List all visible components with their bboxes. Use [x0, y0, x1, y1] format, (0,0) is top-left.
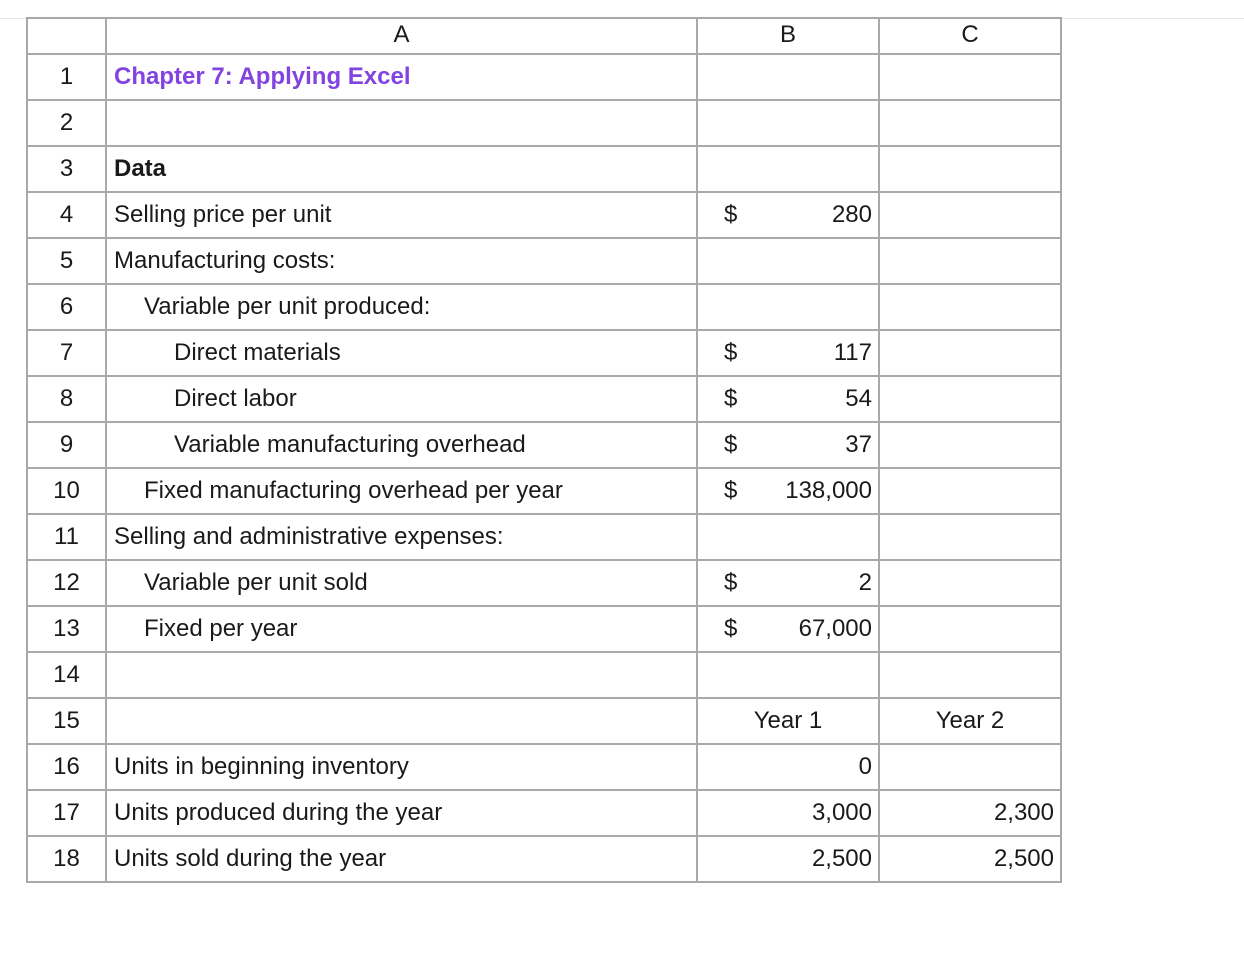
row-header[interactable]: 17 [27, 790, 106, 836]
year2-header-cell[interactable]: Year 2 [879, 698, 1061, 744]
table-row [27, 422, 1061, 468]
row-header[interactable]: 16 [27, 744, 106, 790]
row-header[interactable]: 1 [27, 54, 106, 100]
currency-cell[interactable] [697, 422, 879, 468]
amount-value: 2 [858, 569, 872, 596]
row-header[interactable]: 3 [27, 146, 106, 192]
cell-b[interactable] [697, 146, 879, 192]
cell-b[interactable] [697, 514, 879, 560]
cell-c[interactable] [879, 468, 1061, 514]
table-row [27, 606, 1061, 652]
label-cell[interactable]: Fixed per year [106, 606, 697, 652]
table-row [27, 376, 1061, 422]
row-header[interactable]: 9 [27, 422, 106, 468]
currency-cell[interactable] [697, 468, 879, 514]
label-cell[interactable]: Units produced during the year [106, 790, 697, 836]
table-row [27, 560, 1061, 606]
cell-c[interactable] [879, 376, 1061, 422]
cell-c[interactable] [879, 514, 1061, 560]
cell-c[interactable] [879, 192, 1061, 238]
row-header[interactable]: 4 [27, 192, 106, 238]
year2-value-cell[interactable]: 2,300 [879, 790, 1061, 836]
amount-value: 138,000 [785, 477, 872, 504]
column-header-c[interactable]: C [879, 18, 1061, 54]
cell-b[interactable] [697, 100, 879, 146]
row-header[interactable]: 7 [27, 330, 106, 376]
table-row [27, 100, 1061, 146]
table-row [27, 836, 1061, 882]
column-header-row [27, 18, 1061, 54]
label-cell[interactable]: Variable per unit produced: [106, 284, 697, 330]
label-cell[interactable]: Variable per unit sold [106, 560, 697, 606]
table-row [27, 146, 1061, 192]
currency-symbol: $ [724, 385, 738, 412]
row-header[interactable]: 6 [27, 284, 106, 330]
column-header-a[interactable]: A [106, 18, 697, 54]
currency-symbol: $ [724, 569, 738, 596]
cell-c[interactable] [879, 606, 1061, 652]
cell-a[interactable] [106, 698, 697, 744]
currency-cell[interactable] [697, 192, 879, 238]
amount-value: 117 [833, 339, 872, 366]
cell-c[interactable] [879, 652, 1061, 698]
row-header[interactable]: 10 [27, 468, 106, 514]
cell-a[interactable] [106, 652, 697, 698]
spreadsheet-grid [26, 17, 1062, 883]
row-header[interactable]: 2 [27, 100, 106, 146]
label-cell[interactable]: Units in beginning inventory [106, 744, 697, 790]
cell-b[interactable] [697, 652, 879, 698]
cell-b[interactable] [697, 284, 879, 330]
table-row [27, 330, 1061, 376]
amount-value: 54 [845, 385, 872, 412]
currency-cell[interactable] [697, 560, 879, 606]
label-cell[interactable]: Selling and administrative expenses: [106, 514, 697, 560]
cell-c[interactable] [879, 330, 1061, 376]
cell-a[interactable] [106, 100, 697, 146]
label-cell[interactable]: Direct labor [106, 376, 697, 422]
cell-b[interactable] [697, 238, 879, 284]
cell-c[interactable] [879, 100, 1061, 146]
cell-c[interactable] [879, 422, 1061, 468]
year2-value-cell[interactable]: 2,500 [879, 836, 1061, 882]
year1-value-cell[interactable]: 0 [697, 744, 879, 790]
amount-value: 37 [845, 431, 872, 458]
cell-c[interactable] [879, 284, 1061, 330]
currency-symbol: $ [724, 339, 738, 366]
label-cell[interactable]: Fixed manufacturing overhead per year [106, 468, 697, 514]
row-header[interactable]: 8 [27, 376, 106, 422]
table-row [27, 284, 1061, 330]
cell-b[interactable] [697, 54, 879, 100]
table-row [27, 514, 1061, 560]
amount-value: 67,000 [798, 615, 872, 642]
currency-symbol: $ [724, 477, 738, 504]
table-row [27, 468, 1061, 514]
corner-cell[interactable] [27, 18, 106, 54]
currency-symbol: $ [724, 201, 738, 228]
row-header[interactable]: 18 [27, 836, 106, 882]
column-header-b[interactable]: B [697, 18, 879, 54]
currency-cell[interactable] [697, 376, 879, 422]
row-header[interactable]: 13 [27, 606, 106, 652]
cell-c[interactable] [879, 560, 1061, 606]
cell-c[interactable] [879, 238, 1061, 284]
row-header[interactable]: 12 [27, 560, 106, 606]
table-row [27, 192, 1061, 238]
table-row [27, 790, 1061, 836]
label-cell[interactable]: Direct materials [106, 330, 697, 376]
sheet-title-cell[interactable]: Chapter 7: Applying Excel [106, 54, 697, 100]
currency-symbol: $ [724, 431, 738, 458]
year2-value-cell[interactable] [879, 744, 1061, 790]
label-cell[interactable]: Variable manufacturing overhead [106, 422, 697, 468]
label-cell[interactable]: Manufacturing costs: [106, 238, 697, 284]
amount-value: 280 [831, 201, 872, 228]
currency-symbol: $ [724, 615, 738, 642]
table-row [27, 238, 1061, 284]
label-cell[interactable]: Units sold during the year [106, 836, 697, 882]
table-row [27, 54, 1061, 100]
row-header[interactable]: 14 [27, 652, 106, 698]
cell-c[interactable] [879, 146, 1061, 192]
cell-c[interactable] [879, 54, 1061, 100]
table-row [27, 698, 1061, 744]
currency-cell[interactable] [697, 606, 879, 652]
row-header[interactable]: 15 [27, 698, 106, 744]
currency-cell[interactable] [697, 330, 879, 376]
table-row [27, 744, 1061, 790]
section-heading-cell[interactable]: Data [106, 146, 697, 192]
year1-value-cell[interactable]: 2,500 [697, 836, 879, 882]
label-cell[interactable]: Selling price per unit [106, 192, 697, 238]
year1-header-cell[interactable]: Year 1 [697, 698, 879, 744]
table-row [27, 652, 1061, 698]
row-header[interactable]: 11 [27, 514, 106, 560]
row-header[interactable]: 5 [27, 238, 106, 284]
year1-value-cell[interactable]: 3,000 [697, 790, 879, 836]
